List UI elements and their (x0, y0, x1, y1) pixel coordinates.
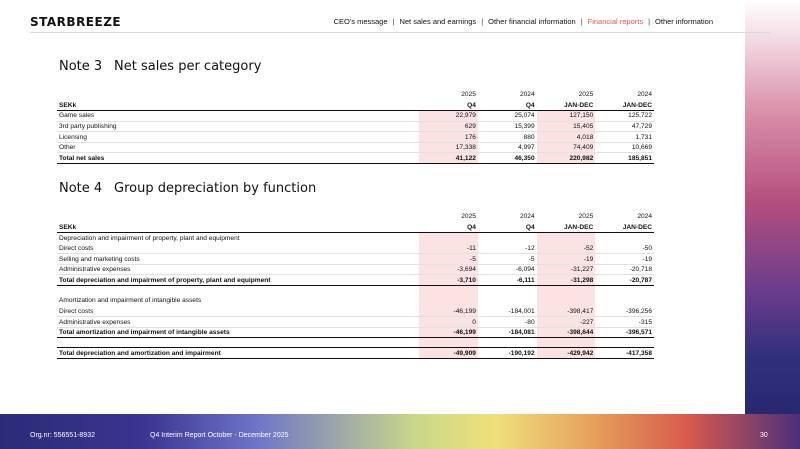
footer-report-title: Q4 Interim Report October - December 2025 (150, 432, 289, 439)
spacer-row (57, 338, 654, 348)
period-cell: JAN-DEC (595, 222, 654, 233)
section-heading-row (57, 296, 654, 307)
value-cell: -3,710 (419, 275, 478, 286)
period-cell: Q4 (419, 222, 478, 233)
period-cell: JAN-DEC (595, 100, 654, 111)
section-title: Amortization and impairment of intangible assets (59, 297, 202, 305)
row-label: Administrative expenses (57, 264, 419, 275)
top-navigation (334, 17, 713, 26)
nav-separator: | (481, 17, 484, 26)
table-row (57, 111, 654, 122)
table-row (57, 306, 654, 317)
row-label: Total depreciation and impairment of property, plant and equipment (57, 275, 419, 286)
footer-page-number: 30 (760, 432, 768, 439)
nav-net-sales-and-earnings[interactable]: Net sales and earnings (399, 17, 477, 26)
year-cell: 2024 (519, 91, 535, 98)
table-row (57, 142, 654, 153)
footer-org-number: Org.nr: 556551-8932 (30, 432, 95, 439)
note3-heading (59, 59, 261, 74)
value-cell: -6,111 (478, 275, 537, 286)
spacer-row (57, 286, 654, 296)
section-heading-row (57, 233, 654, 244)
nav-ceos-message[interactable]: CEO's message (333, 17, 388, 26)
table-grand-total-row (57, 348, 654, 359)
year-cell: 2024 (637, 91, 652, 98)
table-row (57, 121, 654, 132)
value-cell: -190,192 (478, 348, 537, 359)
row-label: Licensing (57, 132, 419, 143)
row-label: Other (57, 142, 419, 153)
value-cell: -50 (595, 243, 654, 254)
value-cell: -398,644 (537, 327, 596, 338)
row-label: 3rd party publishing (57, 121, 419, 132)
table-total-row (57, 275, 654, 286)
table-header-row (57, 222, 654, 233)
row-label: Administrative expenses (57, 317, 419, 328)
value-cell: -5 (419, 254, 478, 265)
year-cell: 2025 (461, 91, 476, 98)
table-year-row (57, 89, 654, 100)
value-cell: 629 (419, 121, 478, 132)
year-cell: 2025 (461, 213, 476, 220)
row-label: Total depreciation and amortization and impairment (57, 348, 419, 359)
note3-number: Note 3 (59, 59, 103, 74)
value-cell: -20,718 (595, 264, 654, 275)
value-cell: 74,409 (537, 142, 596, 153)
row-label: Direct costs (57, 243, 419, 254)
value-cell: -19 (595, 254, 654, 265)
nav-separator: | (392, 17, 395, 26)
year-cell: 2024 (519, 213, 535, 220)
header-divider (30, 32, 770, 33)
value-cell: 22,979 (419, 111, 478, 122)
note4-number: Note 4 (59, 181, 103, 196)
table-header-row (57, 100, 654, 111)
nav-other-information[interactable]: Other information (655, 17, 713, 26)
unit-label: SEKk (57, 100, 419, 111)
period-cell: Q4 (478, 222, 537, 233)
value-cell: 176 (419, 132, 478, 143)
value-cell: 15,405 (537, 121, 596, 132)
starbreeze-logo: STARBREEZE (30, 15, 122, 29)
note3-table (57, 89, 654, 164)
value-cell: -429,942 (537, 348, 596, 359)
value-cell: 10,669 (595, 142, 654, 153)
row-label: Total net sales (57, 153, 419, 164)
value-cell: -19 (537, 254, 596, 265)
value-cell: -396,571 (595, 327, 654, 338)
value-cell: -227 (537, 317, 596, 328)
unit-label: SEKk (57, 222, 419, 233)
value-cell: 4,997 (478, 142, 537, 153)
year-cell: 2025 (578, 213, 594, 220)
value-cell: 25,074 (478, 111, 537, 122)
note4-heading (59, 181, 316, 196)
value-cell: -6,094 (478, 264, 537, 275)
value-cell: 41,122 (419, 153, 478, 164)
table-row (57, 317, 654, 328)
value-cell: -12 (478, 243, 537, 254)
value-cell: 4,018 (537, 132, 596, 143)
note3-title: Net sales per category (114, 59, 262, 74)
value-cell: 880 (478, 132, 537, 143)
table-row (57, 254, 654, 265)
value-cell: 1,731 (595, 132, 654, 143)
value-cell: -11 (419, 243, 478, 254)
value-cell: 15,399 (478, 121, 537, 132)
decorative-gradient-right (744, 0, 800, 449)
period-cell: JAN-DEC (537, 100, 596, 111)
period-cell: JAN-DEC (537, 222, 596, 233)
value-cell: -5 (478, 254, 537, 265)
nav-financial-reports[interactable]: Financial reports (587, 17, 644, 26)
table-total-row (57, 153, 654, 164)
value-cell: -315 (595, 317, 654, 328)
nav-separator: | (648, 17, 651, 26)
table-total-row (57, 327, 654, 338)
value-cell: 220,982 (537, 153, 596, 164)
value-cell: 17,338 (419, 142, 478, 153)
value-cell: 185,851 (595, 153, 654, 164)
value-cell: 125,722 (595, 111, 654, 122)
value-cell: -31,227 (537, 264, 596, 275)
value-cell: -417,358 (595, 348, 654, 359)
table-row (57, 243, 654, 254)
nav-separator: | (580, 17, 583, 26)
row-label: Selling and marketing costs (57, 254, 419, 265)
period-cell: Q4 (478, 100, 537, 111)
value-cell: -31,298 (537, 275, 596, 286)
note4-title: Group depreciation by function (114, 181, 317, 196)
value-cell: 127,150 (537, 111, 596, 122)
value-cell: -46,199 (419, 327, 478, 338)
value-cell: 46,350 (478, 153, 537, 164)
section-title: Depreciation and impairment of property, plant and equipment (59, 234, 240, 242)
year-cell: 2025 (578, 91, 594, 98)
row-label: Direct costs (57, 306, 419, 317)
note4-table (57, 211, 654, 359)
row-label: Game sales (57, 111, 419, 122)
value-cell: -3,694 (419, 264, 478, 275)
value-cell: -80 (478, 317, 537, 328)
value-cell: -52 (537, 243, 596, 254)
value-cell: 47,729 (595, 121, 654, 132)
value-cell: -396,256 (595, 306, 654, 317)
period-cell: Q4 (419, 100, 478, 111)
value-cell: -184,081 (478, 327, 537, 338)
value-cell: -49,909 (419, 348, 478, 359)
value-cell: -20,787 (595, 275, 654, 286)
value-cell: -398,417 (537, 306, 596, 317)
table-row (57, 264, 654, 275)
value-cell: -46,199 (419, 306, 478, 317)
year-cell: 2024 (637, 213, 652, 220)
table-row (57, 132, 654, 143)
decorative-gradient-footer (0, 414, 800, 449)
table-year-row (57, 211, 654, 222)
value-cell: -184,001 (478, 306, 537, 317)
value-cell: 0 (419, 317, 478, 328)
nav-other-financial-information[interactable]: Other financial information (488, 17, 576, 26)
row-label: Total amortization and impairment of intangible assets (57, 327, 419, 338)
